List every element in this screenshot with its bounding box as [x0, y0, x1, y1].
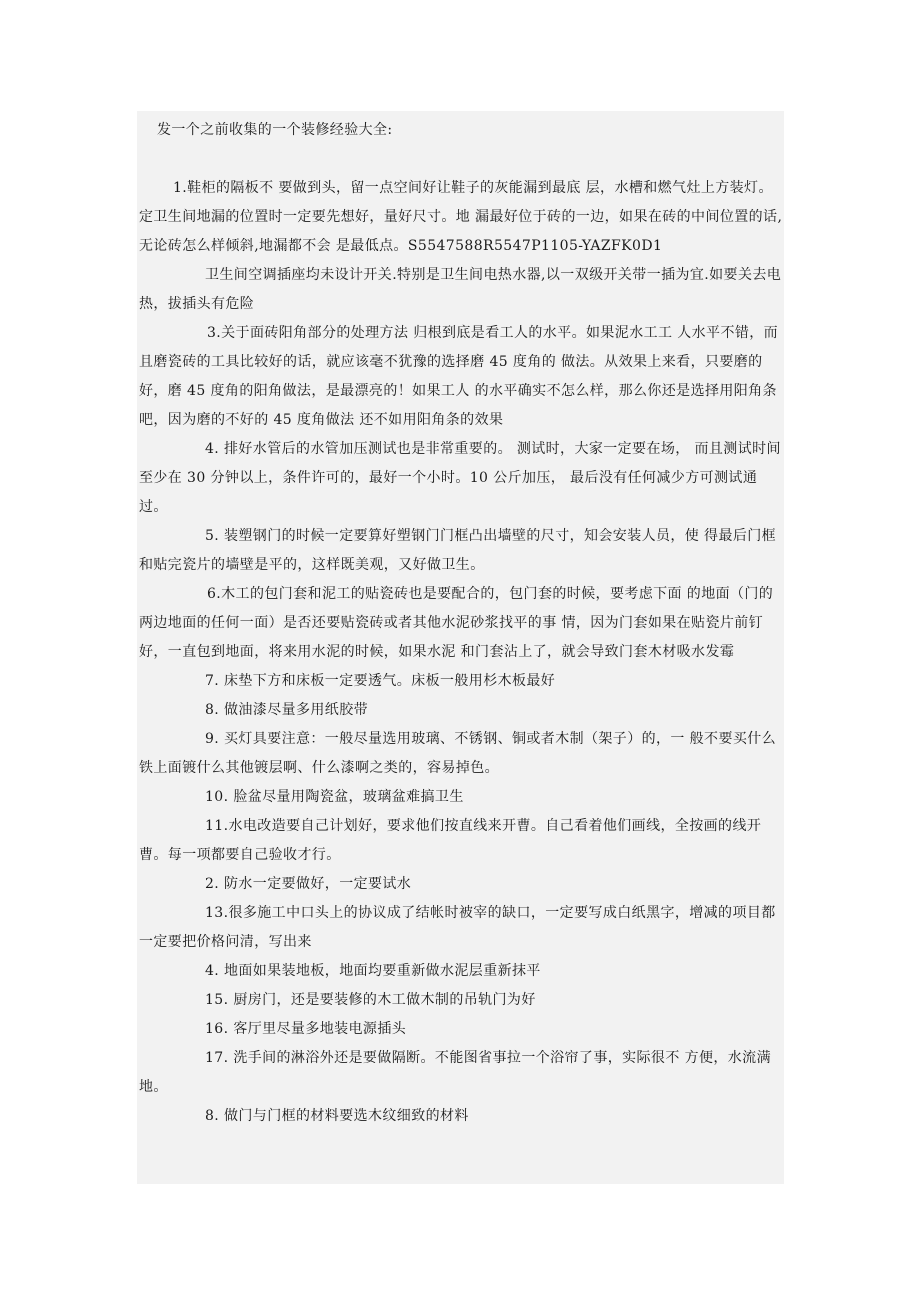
paragraph: 11.水电改造要自己计划好，要求他们按直线来开曹。自己看着他们画线，全按画的线开曹。每一项都要自己验收才行。	[139, 818, 762, 863]
paragraph: 4. 地面如果装地板，地面均要重新做水泥层重新抹平	[205, 963, 541, 979]
paragraph: 5. 装塑钢门的时候一定要算好塑钢门门框凸出墙壁的尺寸，知会安装人员，使 得最后门框和贴完瓷片的墙壁是平的，这样既美观，又好做卫生。	[139, 528, 777, 573]
paragraph-list	[139, 174, 784, 1131]
paragraph: 4. 排好水管后的水管加压测试也是非常重要的。 测试时，大家一定要在场， 而且测试时间至少在 30 分钟以上，条件许可的，最好一个小时。10 公斤加压， 最后没有任何减少方可测试通过。	[139, 441, 781, 515]
paragraph: 7. 床垫下方和床板一定要透气。床板一般用杉木板最好	[205, 673, 556, 689]
paragraph: 2. 防水一定要做好，一定要试水	[205, 876, 412, 892]
paragraph: 卫生间空调插座均未设计开关.特别是卫生间电热水器,以一双级开关带一插为宜.如要关去电热，拔插头有危险	[139, 267, 782, 312]
intro-line: 发一个之前收集的一个装修经验大全:	[157, 122, 393, 138]
document-body	[137, 111, 784, 1184]
paragraph: 1.鞋柜的隔板不 要做到头，留一点空间好让鞋子的灰能漏到最底 层，水槽和燃气灶上方装灯。定卫生间地漏的位置时一定要先想好，量好尺寸。地 漏最好位于砖的一边，如果在砖的中间位置的话,无论砖怎么样倾斜,地漏都不会 是最低点。S5547588R5547P1105-YAZFK0D1	[139, 180, 783, 254]
paragraph: 15. 厨房门，还是要装修的木工做木制的吊轨门为好	[205, 992, 536, 1008]
paragraph: 13.很多施工中口头上的协议成了结帐时被宰的缺口，一定要写成白纸黑字，增减的项目都一定要把价格问清，写出来	[139, 905, 776, 950]
paragraph: 3.关于面砖阳角部分的处理方法 归根到底是看工人的水平。如果泥水工工 人水平不错，而且磨瓷砖的工具比较好的话，就应该毫不犹豫的选择磨 45 度角的 做法。从效果上来看，只要磨的好，磨 45 度角的阳角做法，是最漂亮的！如果工人 的水平确实不怎么样，那么你还是选择用阳角条吧，因为磨的不好的 45 度角做法 还不如用阳角条的效果	[139, 325, 779, 428]
paragraph: 9. 买灯具要注意：一般尽量选用玻璃、不锈钢、铜或者木制（架子）的，一 般不要买什么铁上面镀什么其他镀层啊、什么漆啊之类的，容易掉色。	[139, 731, 777, 776]
paragraph: 17. 洗手间的淋浴外还是要做隔断。不能图省事拉一个浴帘了事，实际很不 方便，水流满地。	[139, 1050, 771, 1095]
paragraph: 6.木工的包门套和泥工的贴瓷砖也是要配合的，包门套的时候，要考虑下面 的地面（门的两边地面的任何一面）是否还要贴瓷砖或者其他水泥砂浆找平的事 情，因为门套如果在贴瓷片前钉好，一直包到地面，将来用水泥的时候，如果水泥 和门套沾上了，就会导致门套木材吸水发霉	[139, 586, 774, 660]
paragraph: 16. 客厅里尽量多地装电源插头	[205, 1021, 407, 1037]
paragraph: 10. 脸盆尽量用陶瓷盆，玻璃盆难搞卫生	[205, 789, 464, 805]
paragraph: 8. 做油漆尽量多用纸胶带	[205, 702, 369, 718]
paragraph: 8. 做门与门框的材料要选木纹细致的材料	[205, 1108, 469, 1124]
